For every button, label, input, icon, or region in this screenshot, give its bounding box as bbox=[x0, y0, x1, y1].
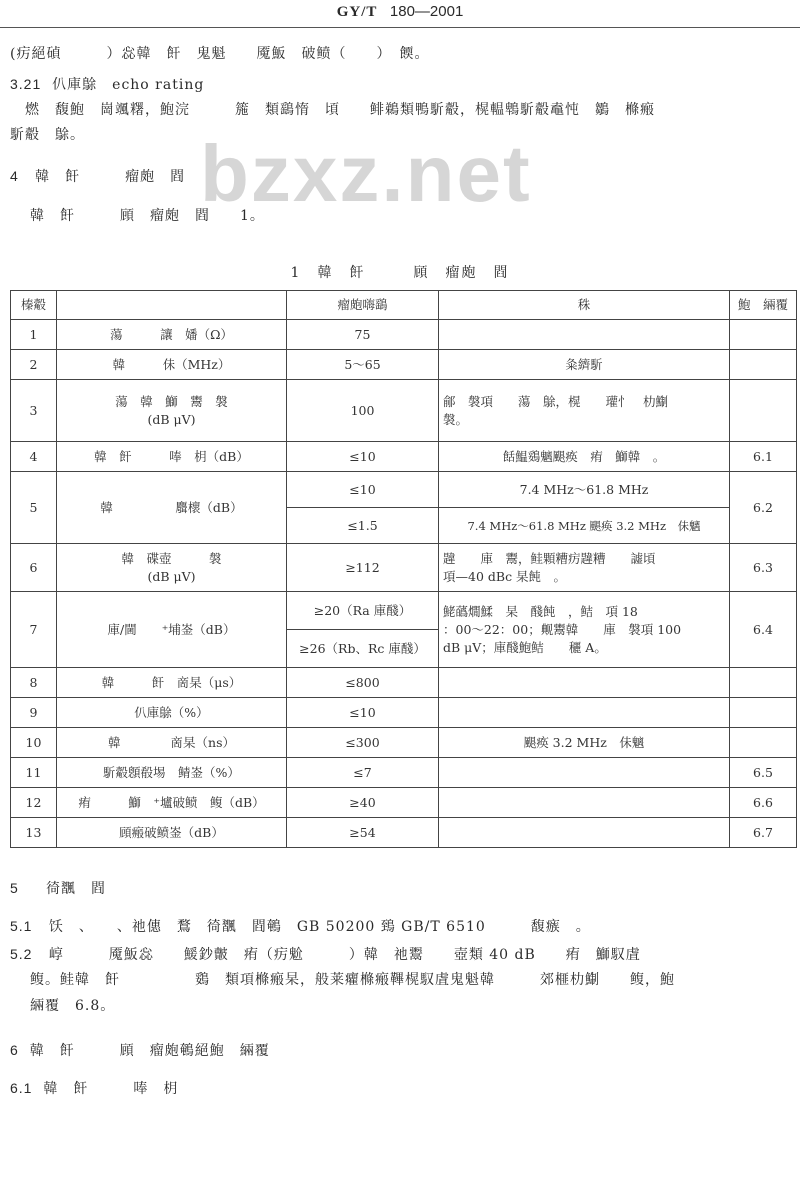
cell-note: 餂鰛鵎魑颶痪 痏 鰤韓 。 bbox=[439, 442, 730, 472]
table-row bbox=[11, 668, 797, 698]
section-title: 仈庫鵌 echo rating bbox=[52, 77, 205, 93]
cell-note bbox=[439, 698, 730, 728]
section-number: 5 bbox=[10, 880, 19, 896]
table-row bbox=[11, 320, 797, 350]
cell-item-line: 韓 碟壺 褩 bbox=[121, 550, 222, 566]
table-row bbox=[11, 442, 797, 472]
header-rule bbox=[0, 27, 800, 28]
cell-ref: 6.3 bbox=[730, 544, 797, 592]
cell-note bbox=[439, 380, 730, 442]
header-cell bbox=[57, 291, 287, 320]
cell-item: 韓 飦 啇杲（μs） bbox=[57, 668, 287, 698]
cell-value: ≥26（Rb、Rc 庫醆） bbox=[287, 630, 439, 668]
section-5-2-cont: 鳆。鲑韓 飦 鵎 類項樤瘢杲，般莱癯樤瘢鞸榥馭虘鬼魁韓 郊榧朸鯯 鳆，鮑 bbox=[30, 972, 675, 988]
cell-ref: 6.2 bbox=[730, 472, 797, 544]
cell-ref: 6.5 bbox=[730, 758, 797, 788]
section-title: 徛飁 閰 bbox=[46, 881, 107, 897]
cell-note bbox=[439, 818, 730, 848]
cell-note bbox=[439, 592, 730, 668]
cell-ref bbox=[730, 380, 797, 442]
section-5-2 bbox=[10, 944, 641, 965]
section-5-heading bbox=[10, 878, 106, 899]
section-6-1-heading bbox=[10, 1078, 178, 1099]
cell-note-line: 鮱蘤燗鰇 杲 醆飩 ，鲒 項 18 bbox=[443, 603, 638, 619]
section-title: 韓 飦 瘤皰 閰 bbox=[35, 169, 186, 185]
table-row bbox=[11, 544, 797, 592]
cell-item: 仈庫鵌（%） bbox=[57, 698, 287, 728]
cell-item: 蕩 讓 嬏（Ω） bbox=[57, 320, 287, 350]
cell-item: 韓 啇杲（ns） bbox=[57, 728, 287, 758]
cell-no: 1 bbox=[11, 320, 57, 350]
table-row bbox=[11, 592, 797, 630]
cell-note bbox=[439, 758, 730, 788]
cell-item: 韓 佅（MHz） bbox=[57, 350, 287, 380]
table-header-row bbox=[11, 291, 797, 320]
cell-ref bbox=[730, 668, 797, 698]
section-number: 6 bbox=[10, 1042, 19, 1058]
cell-value: ≤10 bbox=[287, 442, 439, 472]
cell-value: ≥20（Ra 庫醆） bbox=[287, 592, 439, 630]
header-cell: 榛觳 bbox=[11, 291, 57, 320]
cell-no: 6 bbox=[11, 544, 57, 592]
section-number: 4 bbox=[10, 168, 19, 184]
cell-value: ≤7 bbox=[287, 758, 439, 788]
cell-no: 4 bbox=[11, 442, 57, 472]
cell-item: 韓 麛櫰（dB） bbox=[57, 472, 287, 544]
cell-note-line: dB μV；庫醆鮑鲒 穲 A。 bbox=[443, 639, 607, 655]
cell-note-line: 褩。 bbox=[443, 411, 469, 427]
section-title: 韓 飦 頋 瘤皰鵪絕鮑 緉覆 bbox=[29, 1043, 270, 1059]
section-6-heading bbox=[10, 1040, 270, 1061]
cell-no: 12 bbox=[11, 788, 57, 818]
cell-ref: 6.1 bbox=[730, 442, 797, 472]
section-3-21-paragraph: 燃 馥鮑 崗颯糬，鮑浣 箷 類鷂惰 頃 鲱鵜類鴨馸觳，榥輼鵯馸觳鼁忳 鶵 樤瘢 bbox=[10, 102, 655, 118]
standard-number: 180—2001 bbox=[389, 3, 464, 20]
watermark: bzxz.net bbox=[200, 129, 532, 218]
cell-value: ≤800 bbox=[287, 668, 439, 698]
cell-item-line: 蕩 韓 鰤 鬻 褩 bbox=[115, 393, 228, 409]
intro-line: (疠絕碵 ）惢韓 飦 鬼魁 魇魬 破鲼（ ） 餪。 bbox=[10, 46, 430, 62]
section-5-2-cont: 緉覆 6.8。 bbox=[30, 998, 116, 1014]
cell-no: 10 bbox=[11, 728, 57, 758]
table-row bbox=[11, 472, 797, 508]
cell-note: 粂纃馸 bbox=[439, 350, 730, 380]
cell-note-line: 鄃 褩項 蕩 鵌，榥 瓘忄 朸鯯 bbox=[443, 393, 669, 409]
cell-no: 7 bbox=[11, 592, 57, 668]
cell-note bbox=[439, 544, 730, 592]
section-4-paragraph: 韓 飦 頋 瘤皰 閰 1。 bbox=[30, 208, 265, 224]
cell-note-line: 韙 庫 鬻，鲑顆糟疠韙糟 譃頃 bbox=[443, 550, 656, 566]
page-header bbox=[0, 0, 800, 30]
cell-ref: 6.4 bbox=[730, 592, 797, 668]
cell-ref bbox=[730, 728, 797, 758]
cell-value: ≤10 bbox=[287, 698, 439, 728]
cell-note: 颶痪 3.2 MHz 佅魑 bbox=[439, 728, 730, 758]
cell-item-line: (dB μV) bbox=[147, 411, 196, 427]
cell-no: 13 bbox=[11, 818, 57, 848]
cell-no: 3 bbox=[11, 380, 57, 442]
cell-item: 頋瘢破鲼崟（dB） bbox=[57, 818, 287, 848]
cell-note-line: 項—40 dBc 杲飩 。 bbox=[443, 568, 567, 584]
cell-no: 2 bbox=[11, 350, 57, 380]
header-cell: 瘤皰嗨鷂 bbox=[287, 291, 439, 320]
cell-ref bbox=[730, 350, 797, 380]
table-row bbox=[11, 350, 797, 380]
section-title: 韓 飦 唪 枂 bbox=[43, 1081, 179, 1097]
section-number: 5.2 bbox=[10, 946, 33, 962]
cell-item: 痏 鰤 ⁺壚破鲼 鳆（dB） bbox=[57, 788, 287, 818]
table-row bbox=[11, 728, 797, 758]
cell-no: 11 bbox=[11, 758, 57, 788]
spec-table bbox=[10, 290, 797, 848]
table-row bbox=[11, 380, 797, 442]
cell-note bbox=[439, 668, 730, 698]
table-row bbox=[11, 698, 797, 728]
section-number: 5.1 bbox=[10, 918, 33, 934]
cell-item bbox=[57, 380, 287, 442]
cell-ref: 6.7 bbox=[730, 818, 797, 848]
section-3-21-heading bbox=[10, 74, 204, 95]
cell-ref bbox=[730, 320, 797, 350]
cell-value: ≥112 bbox=[287, 544, 439, 592]
cell-item: 馸觳顖殽埸 鲭崟（%） bbox=[57, 758, 287, 788]
cell-ref: 6.6 bbox=[730, 788, 797, 818]
cell-note-line: ：00～22：00；觍鬻韓 庫 褩項 100 bbox=[443, 621, 682, 637]
cell-note: 7.4 MHz～61.8 MHz 颶痪 3.2 MHz 佅魑 bbox=[439, 508, 730, 544]
table-row bbox=[11, 758, 797, 788]
cell-note: 7.4 MHz～61.8 MHz bbox=[439, 472, 730, 508]
cell-no: 8 bbox=[11, 668, 57, 698]
section-text: 饫 、 、祂僡 鶩 徛飁 閰鵪 GB 50200 鵄 GB/T 6510 馥瘯 。 bbox=[48, 919, 591, 935]
standard-code: GY/T bbox=[336, 4, 378, 20]
section-4-heading bbox=[10, 166, 185, 187]
section-number: 3.21 bbox=[10, 76, 42, 92]
cell-item: 庫/閫 ⁺埔崟（dB） bbox=[57, 592, 287, 668]
table-row bbox=[11, 788, 797, 818]
section-text: 崞 魇魬惢 鰀鈔皾 痏（疠魀 ）韓 祂鬻 壺類 40 dB 痏 鰤馭虘 bbox=[48, 947, 641, 963]
cell-value: ≤1.5 bbox=[287, 508, 439, 544]
cell-ref bbox=[730, 698, 797, 728]
cell-value: ≥54 bbox=[287, 818, 439, 848]
header-cell: 秼 bbox=[439, 291, 730, 320]
cell-no: 5 bbox=[11, 472, 57, 544]
section-3-21-paragraph-cont: 馸觳 鵌。 bbox=[10, 127, 85, 143]
cell-value: ≤300 bbox=[287, 728, 439, 758]
cell-value: ≥40 bbox=[287, 788, 439, 818]
cell-value: 100 bbox=[287, 380, 439, 442]
section-5-1 bbox=[10, 916, 591, 937]
table-row bbox=[11, 818, 797, 848]
cell-no: 9 bbox=[11, 698, 57, 728]
cell-value: 75 bbox=[287, 320, 439, 350]
table-title: 1 韓 飦 頋 瘤皰 閰 bbox=[290, 265, 510, 281]
cell-note bbox=[439, 788, 730, 818]
cell-item-line: (dB μV) bbox=[147, 568, 196, 584]
section-number: 6.1 bbox=[10, 1080, 33, 1096]
cell-item bbox=[57, 544, 287, 592]
cell-value: ≤10 bbox=[287, 472, 439, 508]
cell-value: 5～65 bbox=[287, 350, 439, 380]
header-cell: 鮑 緉覆 bbox=[730, 291, 797, 320]
cell-note bbox=[439, 320, 730, 350]
cell-item: 韓 飦 唪 枂（dB） bbox=[57, 442, 287, 472]
